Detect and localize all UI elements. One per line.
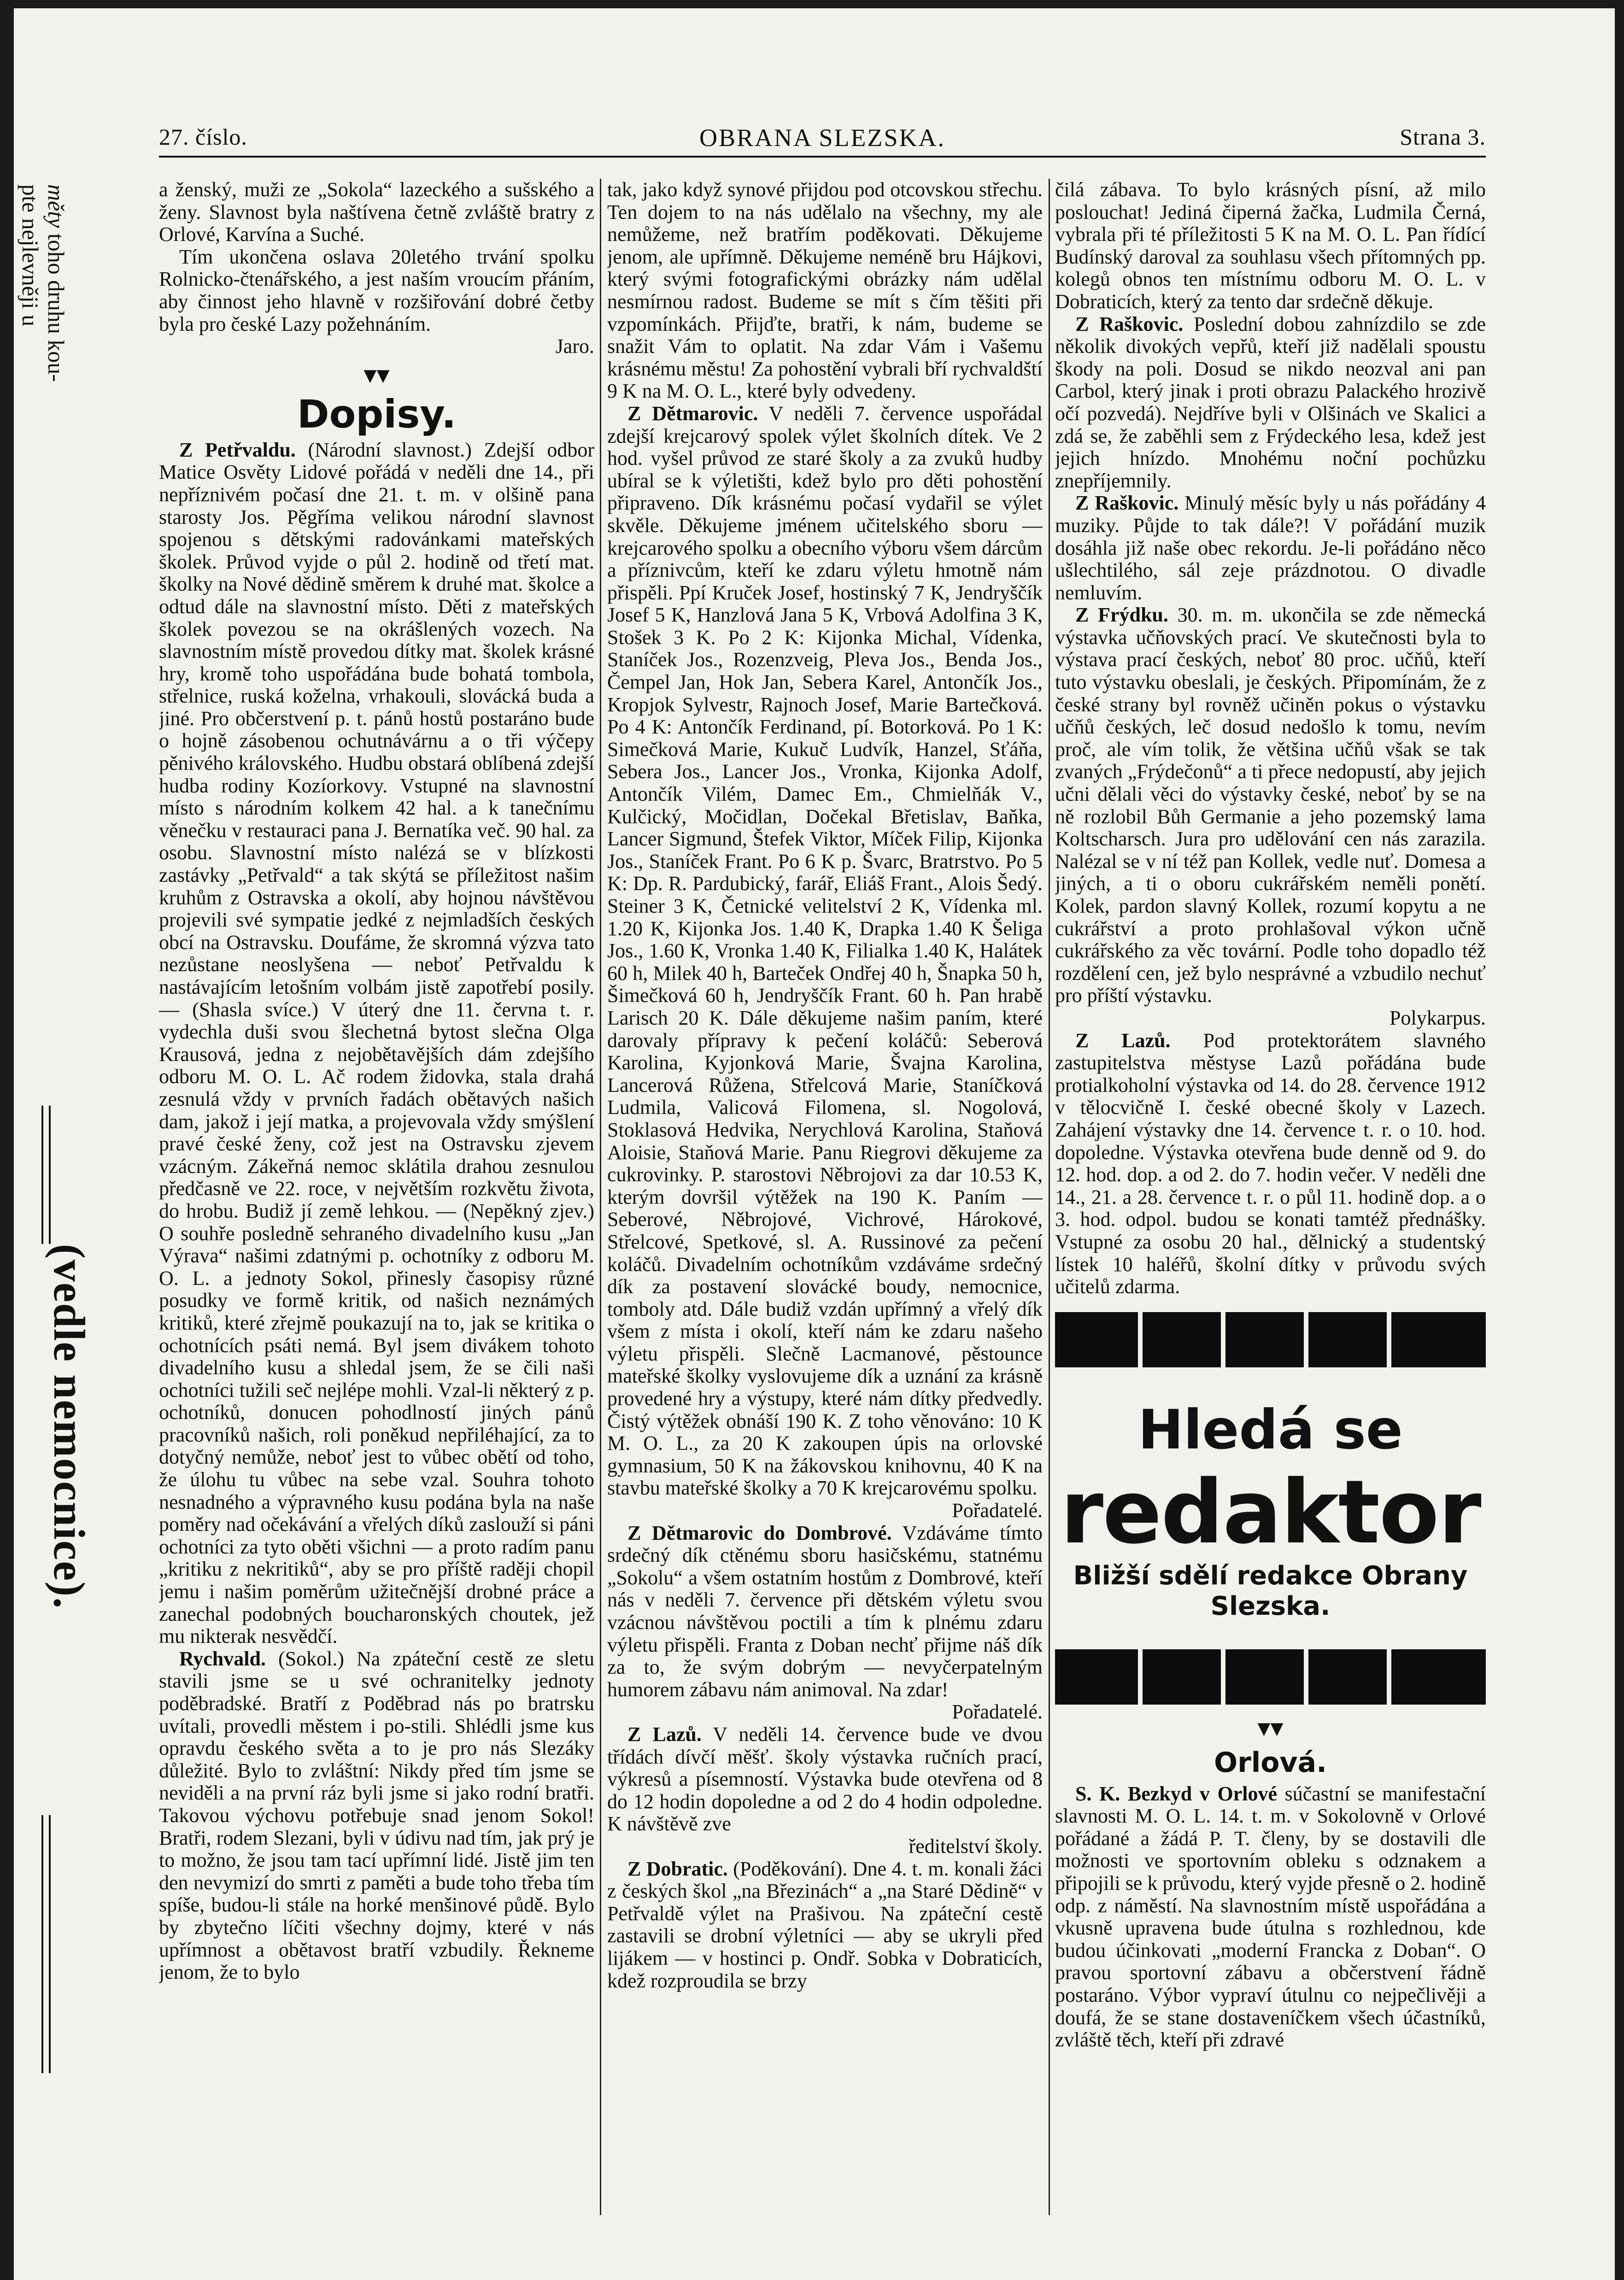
signature-polykarpus: Polykarpus. — [1389, 1006, 1486, 1029]
article-orlova-title: S. K. Bezkyd v Orlové — [1075, 1782, 1277, 1805]
article-petrvald-title: Z Petřvaldu. — [179, 438, 296, 461]
advertisement-editor-wanted — [1055, 1312, 1486, 1705]
margin-line-2: pte nejlevněji u — [18, 184, 43, 327]
column-1 — [159, 179, 594, 2220]
header-rule — [159, 156, 1486, 158]
article-orlova-text: súčastní se manifestační slavnosti M. O. L. 14. t. m. v Sokolovně v Orlové pořádané a žádá P. T. členy, by se dostavili dle možnosti ve sportovním obleku s odznakem a připojili se k průvodu, který vyjde přesně o 2. hodině odp. z náměstí. Na slavnostním místě uspořádána a vkusně upravena bude útulna s rozhlednou, kde budou účinkovati „moderní Francka z Doban“. O pravou sportovní zábavu a občerstvení řádně postaráno. Výbor vypraví útulnu co nejpečlivěji a doufá, že se stane dostaveníčkem všech účastníků, zvláště těch, kteří při zdravé — [1055, 1782, 1486, 2051]
article-dobratic — [607, 1858, 1043, 1993]
signature-poradatele-1: Pořadatelé. — [952, 1499, 1043, 1522]
article-raskovic-2-text: Minulý měsíc byly u nás pořádány 4 muziky. Půjde to tak dále?! V pořádání muzik dosáhla již naše obec rekordu. Je-li pořádáno něco ušlechtilého, sál zeje prázdnotou. O divadle nemluvím. — [1055, 492, 1486, 604]
section-heading-dopisy: Dopisy. — [297, 391, 457, 437]
article-rychvald-cont: tak, jako když synové přijdou pod otcovskou střechu. Ten dojem to na nás udělalo na všechny, my ale nemůžeme, než bratřím poděkovati. Děkujeme jenom, ale upřímně. Děkujeme neméně bru Hájkovi, který svými fotografickými obrázky nám udělal nesmírnou radost. Budeme se mít s čím těšiti při vzpomínkách. Přijďte, bratři, k nám, budeme se snažit Vám to oplatit. Na zdar Vám i Vašemu krásnému městu! Za pohostění vybrali bří rychvaldští 9 K na M. O. L., které byly odvedeny. — [607, 179, 1043, 403]
article-petrvald-text: (Národní slavnost.) Zdejší odbor Matice Osvěty Lidové pořádá v neděli dne 14., při nepříznivém počasí dne 21. t. m. v olšině pana starosty Jos. Pěgříma velikou národní slavnost spojenou s dětskými radovánkami mateřských školek. Průvod vyjde o půl 2. hodině od třetí mat. školky na Nové dědině směrem k druhé mat. školce a odtud dále na slavnostní místo. Děti z mateřských školek povezou se na okrášlených vozech. Na slavnostním místě provedou dítky mat. školek krásné hry, kromě toho uspořádána bude bohatá tombola, střelnice, ruská koželna, vrhakouli, slovácká buda a jiné. Pro občerstvení p. t. pánů hostů postaráno bude o hojně zásobenou ochutnávárnu a o tři výčepy pěnivého královského. Hudbu obstará oblíbená zdejší hudba rodiny Kozíorkovy. Vstupné na slavnostní místo s národním kolkem 42 hal. a k tanečnímu věnečku v restauraci pana J. Bernatíka več. 90 hal. za osobu. Slavnostní místo nalézá se v blízkosti zastávky „Petřvald“ a tak skýtá se příležitost našim kruhům z Ostravska a okolí, aby hojnou návštěvou projevili své sympatie jedké z nejmladších českých obcí na Ostravsku. Doufáme, že skromná výzva tato nezůstane neoslyšena — neboť Petřvaldu k nastávajícím letošním volbám jistě zapotřebí posily. — (Shasla svíce.) V úterý dne 11. června t. r. vydechla duši svou šlechetná bytost slečna Olga Krausová, jedna z nejobětavějších dám zdejšího odboru M. O. L. Ač rodem židovka, stala drahá zesnulá vždy v prvních řadách obětavých našich dam, jakož i její matka, a projevovala vždy smýšlení pravé české ženy, což jest na Ostravsku zjevem vzácným. Zákeřná nemoc sklátila drahou zesnulou předčasně ve 22. roce, v největším rozkvětu života, do hrobu. Budiž jí země lehkou. — (Nepěkný zjev.) O souhře posledně sehraného divadelního kusu „Jan Výrava“ našimi zdatnými p. ochotníky z odboru M. O. L. a jednoty Sokol, přinesly časopisy různé posudky ve formě kritik, od našich neznámých kritiků, které zřejmě poukazují na to, jak se kritika o ochotnících psáti nemá. Byl jsem divákem tohoto divadelního kusu a shledal jsem, že se čili naši ochotníci tužili seč nejlépe mohli. Vzal-li některý z p. ochotníků, donucen pohodlností jiných pánů pracovníků našich, roli poněkud nepřiléhající, za to dotyčný nemůže, neboť jest to vůbec obětí od toho, že úlohu tu vůbec na sebe vzal. Souhra tohoto nesnadného a výpravného kusu podána byla na naše poměry nad očekávání a vřelých díků zaslouží si páni ochotníci za tyto oběti všichni — a proto radím panu „kritiku z nekritiků“, aby se pro příště raději chopil jemu i našim poměrům užitečnější drobné práce a zanechal podobných boucharonských choutek, jež mu nikterak nesvědčí. — [159, 438, 594, 1648]
article-lazy-vystavka — [607, 1723, 1043, 1835]
article-frydek — [1055, 604, 1486, 1007]
article-dobratic-text: (Poděkování). Dne 4. t. m. konali žáci z českých škol „na Březinách“ a „na Staré Dědině“ v Petřvaldě výlet na Prašivou. Na zpáteční cestě zastavili se drobní výletníci — aby se ukryli před lijákem — v hostinci p. Ondř. Sobka v Dobraticích, kdež rozproudila se brzy — [607, 1857, 1043, 1992]
scan-border-top — [0, 0, 1624, 8]
ad-border-top — [1055, 1312, 1486, 1367]
scan-border-right — [1615, 0, 1624, 2280]
margin-line-1-rest: toho druhu kou- — [43, 228, 69, 382]
column-3 — [1055, 179, 1486, 2220]
margin-big-text: (vedle nemocnice). — [45, 1244, 94, 1610]
margin-rule-upper — [41, 1106, 51, 1244]
article-lazy-protialkohol-title: Z Lazů. — [1075, 1029, 1171, 1052]
article-detmarovic-dombrova-text: Vzdáváme tímto srdečný dík ctěnému sboru hasičskému, statnému „Sokolu“ a všem ostatním hostům z Dombrové, kteří nás v neděli 7. července při dětském výletu svou vzácnou návštěvou poctili a tím k plnému zdaru výletu přispěli. Franta z Doban nechť přijme náš dík za to, že svým dobrým — nevyčerpatelným humorem zábavu nám animoval. Na zdar! — [607, 1521, 1043, 1701]
article-detmarovic — [607, 403, 1043, 1500]
margin-advertisement — [18, 175, 94, 2110]
article-frydek-title: Z Frýdku. — [1075, 604, 1168, 627]
article-detmarovic-dombrova — [607, 1522, 1043, 1701]
article-detmarovic-dombrova-title: Z Dětmarovic do Dombrové. — [627, 1521, 892, 1544]
ornament-2: ▾▾ — [1257, 1713, 1284, 1742]
article-lazy-protialkohol — [1055, 1030, 1486, 1298]
ad-heading: Hledá se — [1138, 1397, 1403, 1461]
signature-poradatele-2: Pořadatelé. — [952, 1700, 1043, 1723]
ad-contact: Bližší sdělí redakce Obrany Slezska. — [1073, 1560, 1468, 1621]
ad-keyword: redaktor — [1060, 1461, 1481, 1563]
article-raskovic-2-title: Z Raškovic. — [1075, 492, 1179, 515]
article-lazy-protialkohol-text: Pod protektorátem slavného zastupitelstva městyse Lazů pořádána bude protialkoholní výstavka od 14. do 28. července 1912 v tělocvičně I. české obecné školy v Lazech. Zahájení výstavky dne 14. července t. r. o 10. hod. dopoledne. Výstavka otevřena bude denně od 9. do 12. hod. dop. a od 2. do 7. hodin večer. V neděli dne 14., 21. a 28. července t. r. o půl 11. hodině dop. a o 3. hod. odpol. budou se konati tamtéž přednášky. Vstupné za osobu 20 hal., dělnický a studentský lístek 10 haléřů, školní dítky v průvodu svých učitelů zdarma. — [1055, 1029, 1486, 1298]
article-frydek-text: 30. m. m. ukončila se zde německá výstavka učňovských prací. Ve skutečnosti byla to výstava prací českých, neboť 80 proc. učňů, kteří tuto výstavku obeslali, je českých. Připomínám, že z české strany byl rovněž učiněn pokus o výstavku učňů českých, leč dosud nedošlo k tomu, nevím proč, ale vím tolik, že většina učňů však se tak zvaných „Frýdečonů“ a ti přece nedopustí, aby jejich učni dělali věci do výstavky české, neboť by se na ně rozlobil Bůh Germanie a jeho pozemský lama Koltscharsch. Jura pro udělování cen nás zarazila. Nalézal se v ní též pan Kollek, vedle nuť. Domesa a jiných, a ti o oboru cukrářském neměli ponětí. Kolek, pardon slavný Kollek, rozumí kopytu a ne cukrářství a proto prohlašoval výkon učně cukrářského za věc tovární. Podle toho dopadlo též rozdělení cen, jež bylo nesprávné a vzbudilo nechuť pro příští výstavku. — [1055, 604, 1486, 1007]
article-raskovic-1 — [1055, 313, 1486, 492]
issue-number: 27. číslo. — [159, 124, 247, 150]
column-divider-2 — [1049, 179, 1050, 2215]
article-dobratic-cont: čilá zábava. To bylo krásných písní, až milo poslouchat! Jediná čiperná žačka, Ludmila Černá, vybrala při té příležitosti 5 K na M. O. L. Pan řídící Budínský daroval za souhlasu všech přítomných pp. kolegů obnos ten místnímu odboru M. O. L. v Dobraticích, který za tento dar srdečně děkuje. — [1055, 179, 1486, 313]
article-rychvald-title: Rychvald. — [179, 1647, 266, 1670]
ornament-1: ▾▾ — [363, 360, 390, 389]
article-detmarovic-title: Z Dětmarovic. — [627, 402, 758, 425]
newspaper-title: OBRANA SLEZSKA. — [699, 124, 946, 152]
article-raskovic-2 — [1055, 492, 1486, 604]
column-divider-1 — [600, 179, 601, 2215]
article-dobratic-title: Z Dobratic. — [627, 1857, 728, 1880]
article-rychvald-text: (Sokol.) Na zpáteční cestě ze sletu stavili jsme se u své ochranitelky jednoty poděbradské. Bratří z Poděbrad nás po bratrsku uvítali, provedli městem i po-stili. Shlédli jsme kus opravdu českého světa a to je pro nás Slezáky důležité. Bylo to zvláštní: Nikdy před tím jsme se neviděli a na první ráz byli jsme si jako rodní bratři. Takovou výchovu potřebuje snad jenom Sokol! Bratři, rodem Slezani, byli v údivu nad tím, jak prý je to možno, že jsou tam tací upřímní lidé. Jistě jim ten den nevymizí do smrti z paměti a bude toho třeba tím spíše, budou-li stále na horké menšinové půdě. Bylo by zbytečno líčiti všechny dojmy, které v nás upřímnost a obětavost bratří vzbudily. Řekneme jenom, že to bylo — [159, 1647, 594, 1984]
ad-border-bottom — [1055, 1649, 1486, 1705]
article-rychvald — [159, 1648, 594, 1984]
page-header — [159, 123, 1486, 156]
scan-border-left — [0, 0, 14, 2280]
article-detmarovic-text: V neděli 7. července uspořádal zdejší krejcarový spolek výlet školních dítek. Ve 2 hod. vyšel průvod ze staré školy a za zvuků hudby ubíral se k výletišti, kdež bylo pro děti pohostění připraveno. Dík krásnému počasí vydařil se výlet skvěle. Děkujeme jménem učitelského sboru — krejcarového spolku a obecního výboru všem dárcům a příznivcům, kteří ke zdaru výletu hmotně nám přispěli. Ppí Kruček Josef, hostinský 7 K, Jendryščík Josef 5 K, Hanzlová Jana 5 K, Vrbová Adolfina 3 K, Stošek 3 K. Po 2 K: Kijonka Michal, Vídenka, Staníček Jos., Rozenzveig, Pleva Jos., Benda Jos., Čempel Jan, Hok Jan, Sebera Karel, Antončík Jos., Kropjok Sylvestr, Rajnoch Josef, Marie Bartečková. Po 4 K: Antončík Ferdinand, pí. Botorková. Po 1 K: Simečková Marie, Kukuč Ludvík, Hanzel, Sťáňa, Sebera Jos., Lancer Jos., Vronka, Kijonka Adolf, Antončík Vilém, Damec Em., Chmielňák V., Kulčický, Močidlan, Dočekal Břetislav, Baňka, Lancer Sigmund, Štefek Viktor, Míček Filip, Kijonka Jos., Staníček Frant. Po 6 K p. Švarc, Bratrstvo. Po 5 K: Dp. R. Pardubický, farář, Eliáš Frant., Alois Šedý. Steiner 3 K, Četnické velitelství 2 K, Vídenka ml. 1.20 K, Kijonka Jos. 1.40 K, Drapka 1.40 K Šeliga Jos., 1.60 K, Vronka 1.40 K, Filialka 1.40 K, Halátek 60 h, Milek 40 h, Barteček Ondřej 40 h, Šnapka 50 h, Šimečková 60 h, Jendryščík Frant. 60 h. Pan hrabě Larisch 20 K. Dále děkujeme našim paním, které darovaly přípravy k pečení koláčů: Seberová Karolina, Kyjonková Marie, Švajna Karolina, Lancerová Růžena, Střelcová Marie, Staníčková Ludmila, Valicová Filomena, sl. Nogolová, Stoklasová Hedvika, Nerychlová Karolina, Staňová Aloisie, Staňová Marie. Panu Riegrovi děkujeme za cukrovinky. P. starostovi Něbrojovi za dar 10.53 K, kterým dovršil výtěžek na 190 K. Paním — Seberové, Něbrojové, Vichrové, Hárokové, Střelcové, Spetkové, sl. A. Russinové za pečení koláčů. Divadelním ochotníkům vzdáváme srdečný dík za postavení slovácké boudy, nemocnice, tomboly atd. Dále budiž vzdán upřímný a vřelý dík všem z místa i okolí, kteří nám ke zdaru našeho výletu přispěli. Slečně Lacmanové, pěstounce mateřské školky vyslovujeme dík a uznání za krásně provedené hry a výstupy, které nám dítky předvedly. Čistý výtěžek obnáší 190 K. Z toho věnováno: 10 K M. O. L., za 20 K zakoupen úpis na orlovské gymnasium, 50 K na žákovskou knihovnu, 40 K na stavbu mateřské školky a 70 K krejcarovému spolku. — [607, 402, 1043, 1500]
column-2 — [607, 179, 1043, 2220]
article-raskovic-1-text: Poslední dobou zahnízdilo se zde několik divokých vepřů, kteří již nadělali spoustu škody na poli. Dosud se nikdo neozval ani pan Carbol, který jinak i proti obrazu Palackého hrozivě očí pozvedá). Nejdříve byli v Olšinách ve Skalici a zdá se, že zaběhli sem z Frýdeckého lesa, kdež jest jejich hnízdo. Mnohému noční pochůzku znepříjemnily. — [1055, 312, 1486, 492]
margin-line-1-italic: měty — [43, 184, 69, 228]
article-lazy-vystavka-title: Z Lazů. — [627, 1723, 702, 1746]
article-orlova — [1055, 1783, 1486, 2051]
margin-text — [18, 184, 69, 382]
article-lazy-end: a ženský, muži ze „Sokola“ lazeckého a sušského a ženy. Slavnost byla naštívena četně zvláště bratry z Orlové, Karvína a Suché. — [159, 179, 594, 246]
margin-line-1 — [43, 184, 69, 382]
article-lazy-conclusion-text: Tím ukončena oslava 20letého trvání spolku Rolnicko-čtenářského, a jest naším vroucím přáním, aby činnost jeho hlavně v rozšiřování dobré četby byla pro české Lazy požehnáním. — [159, 245, 594, 335]
page-number: Strana 3. — [1400, 124, 1486, 150]
signature-reditelstvi: ředitelství školy. — [909, 1835, 1043, 1858]
margin-rule-lower — [41, 1815, 51, 2073]
signature-jaro: Jaro. — [555, 335, 594, 358]
section-heading-orlova: Orlová. — [1214, 1746, 1327, 1779]
article-lazy-conclusion — [159, 246, 594, 335]
article-lazy-vystavka-text: V neděli 14. července bude ve dvou třídách dívčí měšť. školy výstavka ručních prací, výkresů a písemností. Výstavka bude otevřena od 8 do 12 hodin dopoledne a od 2 do 4 hodin odpoledne. K návštěvě zve — [607, 1723, 1043, 1835]
article-petrvald — [159, 439, 594, 1648]
margin-big-text-wrap — [45, 1244, 94, 1610]
article-raskovic-1-title: Z Raškovic. — [1075, 312, 1184, 335]
